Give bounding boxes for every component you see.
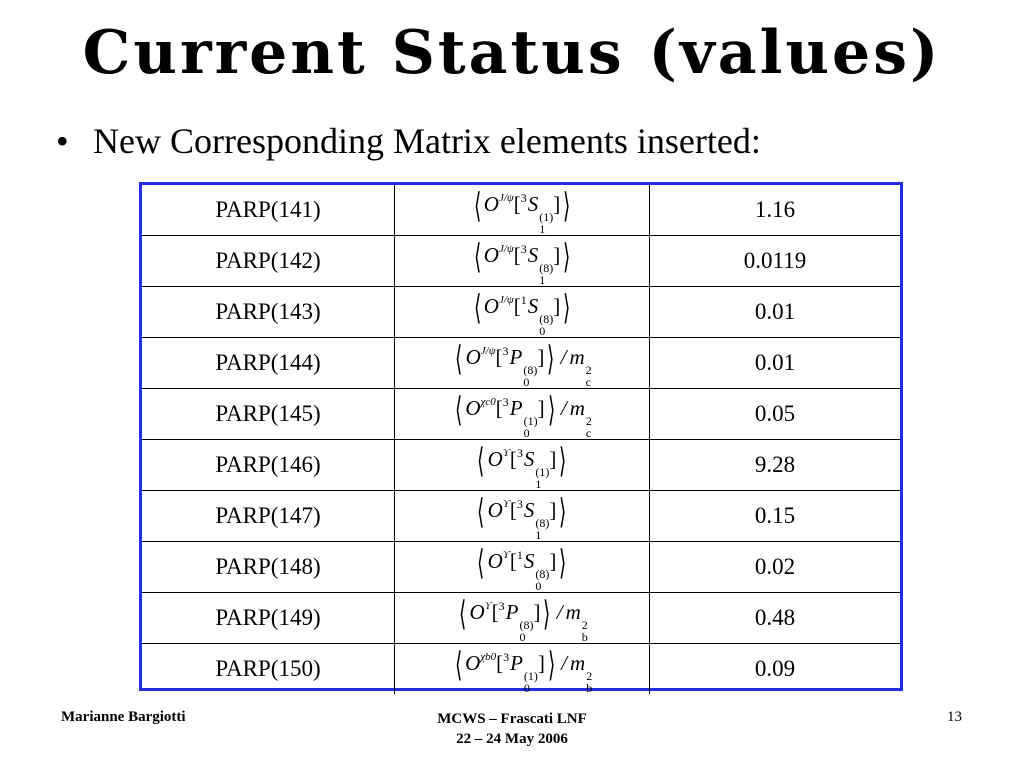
matrix-elements-table-body [142,185,900,694]
matrix-element-formula: ⟨ $O^{\chi b0}[^3P$ (1) 0 ]⟩ / m 2 b [395,644,650,695]
angular-index: 1 [539,221,546,236]
wave-label: P [505,599,519,624]
parameter-value: 0.01 [650,287,901,338]
parameter-name: PARP(145) [142,389,395,440]
wave-label: S [523,497,535,522]
wave-label: S [523,548,535,573]
state-label: J/ψ [498,293,514,306]
table-row [142,287,900,338]
wave-label: P [509,395,523,420]
spin-multiplicity: 3 [503,649,510,664]
footer-event-name: MCWS – Frascati LNF [437,711,587,727]
matrix-element-formula: ⟨ $O^{J/\psi}[^3S$ (8) 1 ]⟩ [395,236,650,287]
quark-mass-index: c [585,425,592,440]
wave-label: P [509,344,523,369]
quark-mass-index: c [585,374,591,389]
bullet-item [56,120,761,162]
table-row [142,440,900,491]
matrix-element-formula: ⟨ $O^ϒ[^3S$ (1) 1 ]⟩ [395,440,650,491]
parameter-name: PARP(141) [142,185,395,236]
parameter-name: PARP(142) [142,236,395,287]
parameter-name: PARP(149) [142,593,395,644]
color-index: (8) [523,362,538,377]
state-label: ϒ [502,497,510,510]
spin-multiplicity: 1 [520,292,527,307]
page-number: 13 [947,709,962,725]
table-row [142,593,900,644]
angular-index: 1 [535,527,542,542]
parameter-value: 0.48 [650,593,901,644]
bullet-text: New Corresponding Matrix elements inserted: [93,121,761,161]
spin-multiplicity: 3 [520,241,527,256]
angular-index: 0 [535,578,542,593]
bullet-marker: • [56,121,69,161]
parameter-value: 0.09 [650,644,901,695]
matrix-element-formula: ⟨ $O^{J/\psi}[^3S$ (1) 1 ]⟩ [395,185,650,236]
footer-author: Marianne Bargiotti [61,709,186,725]
matrix-element-formula: ⟨ $O^{J/\psi}[^3P$ (8) 0 ]⟩ / m 2 c [395,338,650,389]
spin-multiplicity: 1 [516,547,523,562]
parameter-name: PARP(150) [142,644,395,695]
color-index: (8) [535,566,550,581]
parameter-value: 0.01 [650,338,901,389]
state-label: J/ψ [480,344,496,357]
footer-event-date: 22 – 24 May 2006 [456,731,568,747]
matrix-elements-table [142,185,900,694]
parameter-value: 0.02 [650,542,901,593]
color-index: (8) [519,617,534,632]
spin-multiplicity: 3 [520,190,527,205]
table-row [142,185,900,236]
spin-multiplicity: 3 [516,496,523,511]
parameter-name: PARP(144) [142,338,395,389]
table-row [142,644,900,695]
angular-index: 0 [519,629,526,644]
state-label: J/ψ [498,242,514,255]
wave-label: S [527,242,539,267]
parameter-value: 0.0119 [650,236,901,287]
matrix-element-formula: ⟨ $O^{\chi c0}[^3P$ (1) 0 ]⟩ / m 2 c [395,389,650,440]
slide-title: Current Status (values) [82,18,942,88]
table-row [142,491,900,542]
parameter-name: PARP(146) [142,440,395,491]
table-row [142,236,900,287]
matrix-element-formula: ⟨ $O^{J/\psi}[^1S$ (8) 0 ]⟩ [395,287,650,338]
spin-multiplicity: 3 [516,445,523,460]
state-label: ϒ [484,599,492,612]
parameter-name: PARP(148) [142,542,395,593]
matrix-element-formula: ⟨ $O^ϒ[^3P$ (8) 0 ]⟩ / m 2 b [395,593,650,644]
angular-index: 0 [523,374,530,389]
parameter-value: 9.28 [650,440,901,491]
parameter-value: 0.15 [650,491,901,542]
state-label: J/ψ [498,191,514,204]
color-index: (1) [523,413,538,428]
state-label: ϒ [502,548,510,561]
parameter-value: 0.05 [650,389,901,440]
color-index: (1) [539,209,554,224]
spin-multiplicity: 3 [502,343,509,358]
state-label: χb0 [480,650,497,663]
table-row [142,338,900,389]
matrix-element-formula: ⟨ $O^ϒ[^3S$ (8) 1 ]⟩ [395,491,650,542]
wave-label: S [527,293,539,318]
parameter-name: PARP(147) [142,491,395,542]
state-label: ϒ [502,446,510,459]
matrix-elements-table-frame [139,182,903,695]
quark-mass-index: b [586,680,593,695]
parameter-name: PARP(143) [142,287,395,338]
wave-label: S [523,446,535,471]
matrix-element-formula: ⟨ $O^ϒ[^1S$ (8) 0 ]⟩ [395,542,650,593]
table-row [142,542,900,593]
footer-event [0,709,1024,749]
color-index: (1) [523,668,538,683]
color-index: (8) [535,515,550,530]
angular-index: 1 [535,476,542,491]
angular-index: 0 [539,323,546,338]
spin-multiplicity: 3 [498,598,505,613]
spin-multiplicity: 3 [502,394,509,409]
color-index: (8) [539,260,554,275]
angular-index: 1 [539,272,546,287]
angular-index: 0 [523,680,530,695]
wave-label: P [510,650,523,675]
parameter-value: 1.16 [650,185,901,236]
wave-label: S [527,191,539,216]
state-label: χc0 [480,395,496,408]
angular-index: 0 [523,425,530,440]
quark-mass-index: b [581,629,588,644]
color-index: (1) [535,464,550,479]
table-row [142,389,900,440]
color-index: (8) [539,311,554,326]
